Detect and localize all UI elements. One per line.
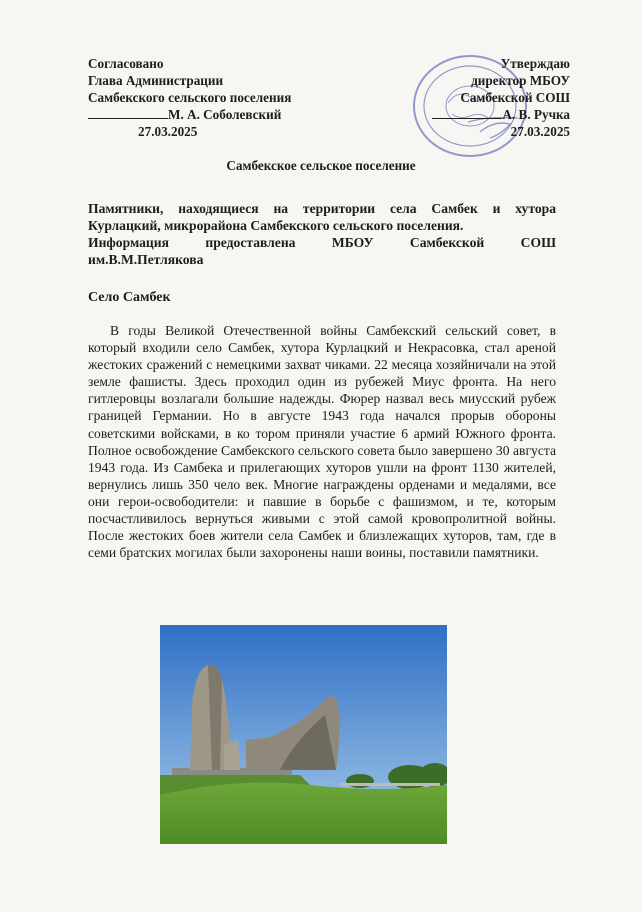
document-heading (88, 200, 556, 268)
confirmation-signature-line (400, 106, 570, 123)
heading-line: им.В.М.Петлякова (88, 252, 204, 267)
signature-blank (432, 108, 502, 119)
org-title: Самбекское сельское поселение (226, 158, 416, 173)
approval-block (88, 55, 348, 140)
confirmation-position-line1: директор МБОУ (471, 73, 570, 88)
confirmation-position-line2: Самбекской СОШ (460, 90, 570, 105)
heading-line: Памятники, находящиеся на территории села Самбек и хутора (88, 201, 556, 216)
heading-line: Курлацкий, микрорайона Самбекского сельского поселения. (88, 218, 464, 233)
confirmation-label: Утверждаю (500, 56, 570, 71)
confirmation-name: А. В. Ручка (502, 107, 570, 122)
approval-position-line2: Самбекского сельского поселения (88, 90, 292, 105)
confirmation-block (400, 55, 570, 140)
approval-name: М. А. Соболевский (168, 107, 282, 122)
body-paragraph: В годы Великой Отечественной войны Самбекский сельский совет, в который входили село Самбек, хутора Курлацкий и Некрасовка, стал ареной жестоких сражений с немецкими захват чиками. 22 месяца хозяйничали на этой земле фашисты. Здесь проходил один из рубежей Миус фронта. На него гитлеровцы возлагали большие надежды. Фюрер назвал весь миусский рубеж границей Германии. Но в августе 1943 года начался прорыв обороны советскими войсками, в ко тором приняли участие 6 армий Южного фронта. Полное освобождение Самбекского сельского совета было завершено 30 августа 1943 года. Из Самбека и прилегающих хуторов ушли на фронт 1130 жителей, вернулись лишь 350 чело век. Многие награждены орденами и медалями, все они герои-освободители: и павшие в борьбе с фашизмом, и те, которым посчастливилось вернуться живыми с этой самой кровопролитной войны. После жестоких боев жители села Самбек и близлежащих хуторов, там, где в семи братских могилах были захоронены наши воины, поставили памятники. (88, 323, 556, 561)
approval-date: 27.03.2025 (138, 124, 198, 139)
approval-label: Согласовано (88, 56, 164, 71)
signature-blank (88, 108, 168, 119)
section-title: Село Самбек (88, 290, 171, 305)
approval-position-line1: Глава Администрации (88, 73, 224, 88)
heading-line: Информация предоставлена МБОУ Самбекской СОШ (88, 235, 556, 250)
approval-signature-line (88, 106, 348, 123)
memorial-photo (160, 625, 447, 844)
confirmation-date: 27.03.2025 (510, 124, 570, 139)
